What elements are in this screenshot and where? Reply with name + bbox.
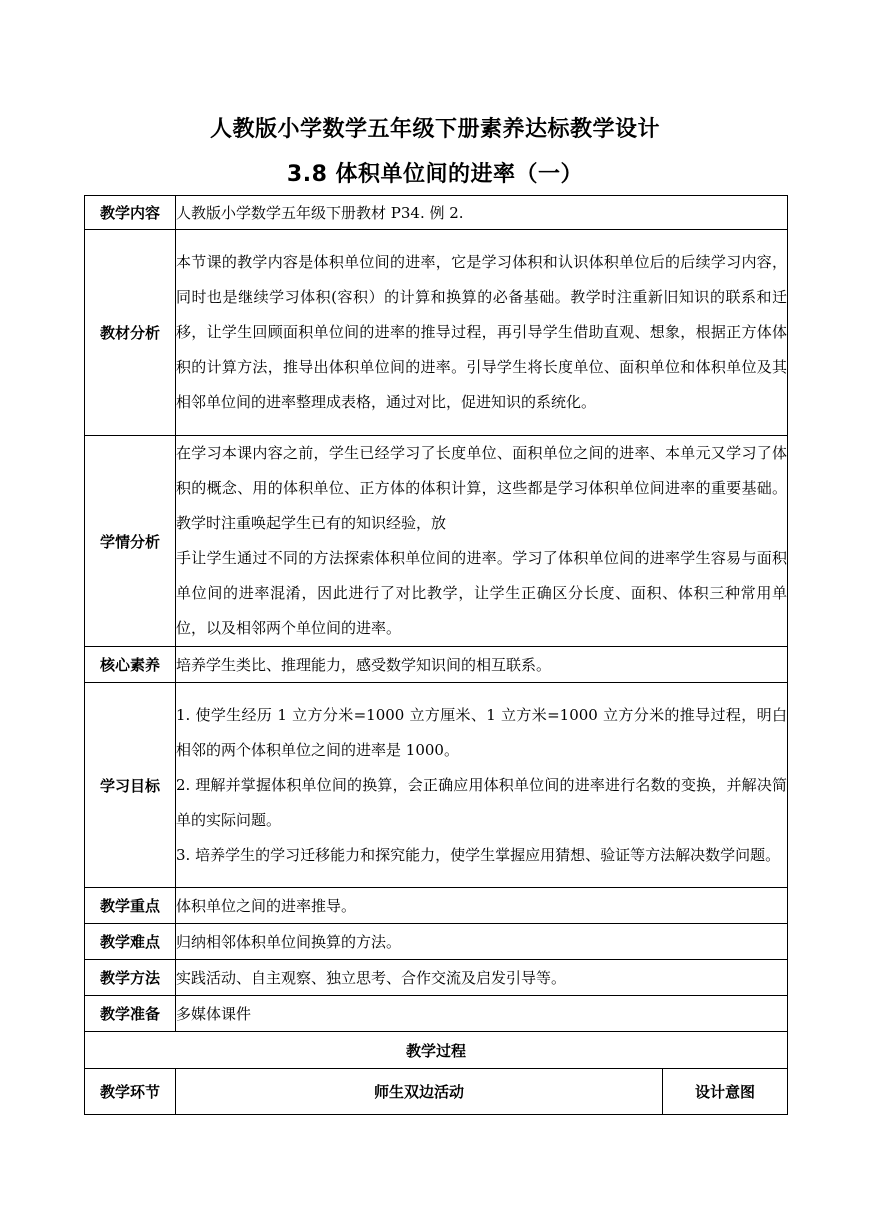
lesson-subtitle: 3.8 体积单位间的进率（一） [286,162,584,187]
row-value: 实践活动、自主观察、独立思考、合作交流及启发引导等。 [176,960,788,996]
row-value: 本节课的教学内容是体积单位间的进率，它是学习体积和认识体积单位后的后续学习内容，同时也是继续学习体积(容积）的计算和换算的必备基础。教学时注重新旧知识的联系和迁移，让学生回顾面积单位间的进率的推导过程，再引导学生借助直观、想象，根据正方体体积的计算方法，推导出体积单位间的进率。引导学生将长度单位、面积单位和体积单位及其相邻单位间的进率整理成表格，通过对比，促进知识的系统化。 [176,230,788,436]
row-key-point [85,888,788,924]
row-value: 归纳相邻体积单位间换算的方法。 [176,924,788,960]
student-analysis-text-1: 在学习本课内容之前，学生已经学习了长度单位、面积单位之间的进率、本单元又学习了体积的概念、用的体积单位、正方体的体积计算，这些都是学习体积单位间进率的重要基础。教学时注重唤起学生已有的知识经验，放 [176,444,788,532]
process-header: 教学过程 [85,1032,788,1069]
row-process-header [85,1032,788,1069]
column-header-activities: 师生双边活动 [176,1069,663,1115]
document-title: 人教版小学数学五年级下册素养达标教学设计 [209,117,660,142]
row-value [176,436,788,647]
row-label: 教学内容 [85,196,176,230]
row-label: 核心素养 [85,647,176,683]
row-learning-goals [85,683,788,888]
row-value: 培养学生类比、推理能力，感受数学知识间的相互联系。 [176,647,788,683]
lesson-plan-table [84,195,788,1115]
row-process-columns [85,1069,788,1115]
row-value: 体积单位之间的进率推导。 [176,888,788,924]
row-label: 教材分析 [85,230,176,436]
column-header-intent: 设计意图 [663,1069,788,1115]
row-material-analysis [85,230,788,436]
row-preparation [85,996,788,1032]
row-label: 教学重点 [85,888,176,924]
row-label: 学情分析 [85,436,176,647]
goal-item: 3. 培养学生的学习迁移能力和探究能力，使学生掌握应用猜想、验证等方法解决数学问题。 [176,845,781,864]
row-value [176,683,788,888]
goal-item: 1. 使学生经历 1 立方分米=1000 立方厘米、1 立方米=1000 立方分米的推导过程，明白相邻的两个体积单位之间的进率是 1000。 [176,705,788,759]
row-teaching-content [85,196,788,230]
row-core-literacy [85,647,788,683]
row-label: 学习目标 [85,683,176,888]
student-analysis-text-2: 手让学生通过不同的方法探索体积单位间的进率。学习了体积单位间的进率学生容易与面积单位间的进率混淆，因此进行了对比教学，让学生正确区分长度、面积、体积三种常用单位，以及相邻两个单位间的进率。 [176,549,788,637]
row-value: 人教版小学数学五年级下册教材 P34. 例 2. [176,196,788,230]
row-label: 教学难点 [85,924,176,960]
row-student-analysis [85,436,788,647]
goal-item: 2. 理解并掌握体积单位间的换算，会正确应用体积单位间的进率进行名数的变换，并解决简单的实际问题。 [176,775,788,829]
row-label: 教学方法 [85,960,176,996]
row-teaching-method [85,960,788,996]
row-value: 多媒体课件 [176,996,788,1032]
column-header-stage: 教学环节 [85,1069,176,1115]
row-label: 教学准备 [85,996,176,1032]
row-difficulty [85,924,788,960]
